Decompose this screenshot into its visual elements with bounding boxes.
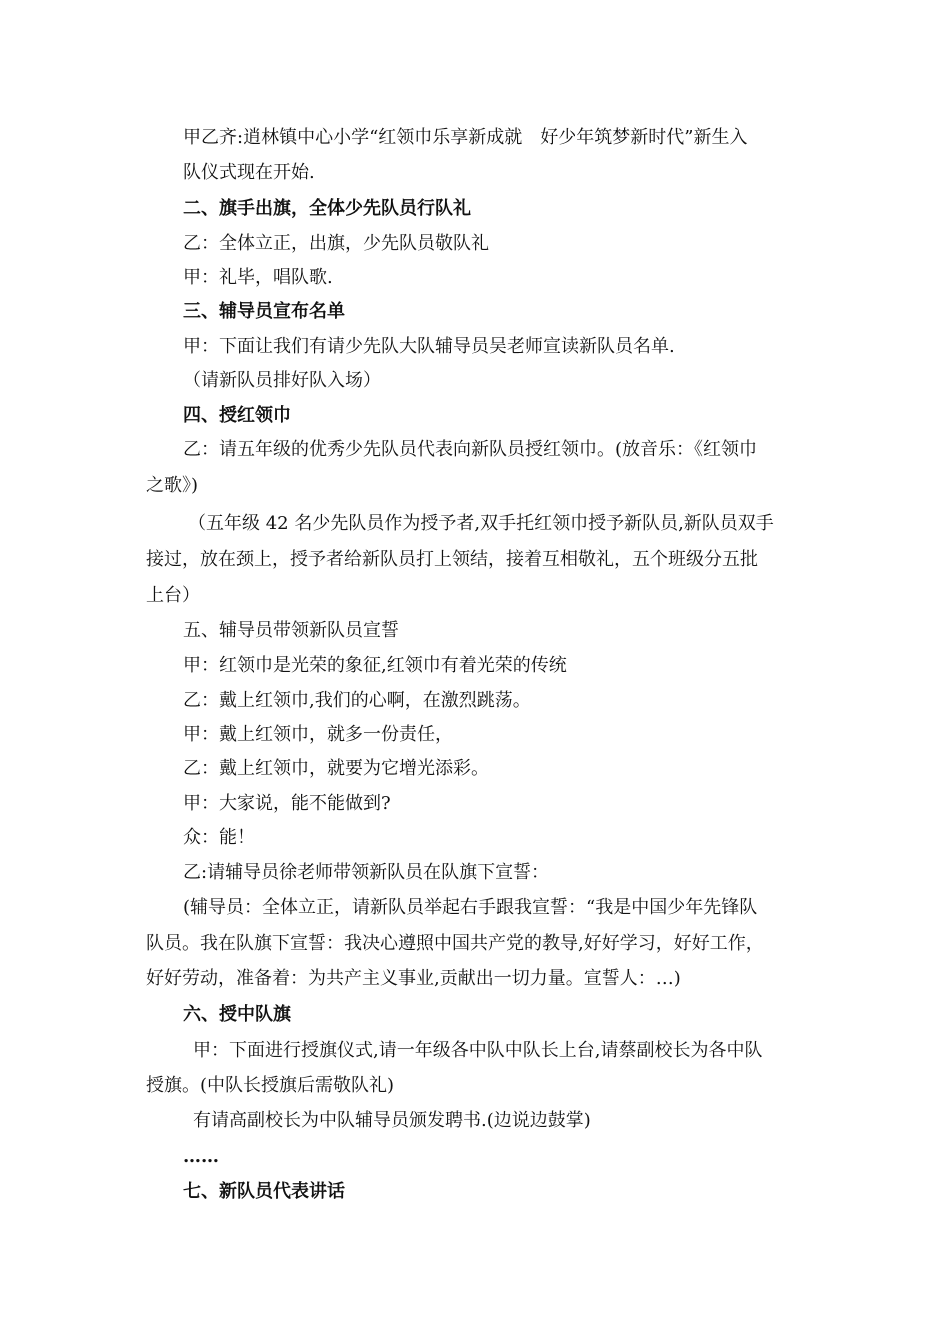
paragraph-line: 甲乙齐:逍林镇中心小学“红领巾乐享新成就 好少年筑梦新时代”新生入 [183, 127, 748, 148]
oath-text: 队员。我在队旗下宣誓：我决心遵照中国共产党的教导,好好学习，好好工作， [146, 933, 764, 954]
stage-direction: 接过，放在颈上，授予者给新队员打上领结，接着互相敬礼，五个班级分五批 [146, 549, 758, 570]
section-heading: 三、辅导员宣布名单 [183, 301, 345, 322]
stage-direction: （五年级 42 名少先队员作为授予者,双手托红领巾授予新队员,新队员双手 [188, 513, 774, 534]
section-heading: 六、授中队旗 [183, 1004, 291, 1025]
paragraph-line: 有请高副校长为中队辅导员颁发聘书.(边说边鼓掌) [193, 1110, 591, 1131]
dialogue-line: 乙:请辅导员徐老师带领新队员在队旗下宣誓： [183, 862, 550, 883]
dialogue-line: 乙：戴上红领巾,我们的心啊，在激烈跳荡。 [183, 690, 531, 711]
dialogue-line: 甲：红领巾是光荣的象征,红领巾有着光荣的传统 [183, 655, 567, 676]
section-heading: 二、旗手出旗，全体少先队员行队礼 [183, 198, 471, 219]
dialogue-line: 甲：下面进行授旗仪式,请一年级各中队中队长上台,请蔡副校长为各中队 [193, 1040, 763, 1061]
dialogue-line: 授旗。(中队长授旗后需敬队礼) [146, 1075, 395, 1096]
section-heading: 四、授红领巾 [183, 405, 291, 426]
dialogue-line: 甲：下面让我们有请少先队大队辅导员吴老师宣读新队员名单. [183, 336, 675, 357]
dialogue-line: 众：能！ [183, 827, 255, 848]
oath-text: 好好劳动，准备着：为共产主义事业,贡献出一切力量。宣誓人：…) [146, 968, 681, 989]
dialogue-line: 乙：请五年级的优秀少先队员代表向新队员授红领巾。(放音乐：《红领巾 [183, 439, 758, 460]
stage-direction: 上台） [146, 585, 200, 606]
stage-direction: （请新队员排好队入场） [183, 370, 381, 391]
dialogue-line: 甲：大家说，能不能做到? [183, 793, 391, 814]
dialogue-line: 之歌》) [146, 475, 199, 496]
dialogue-line: 甲：戴上红领巾，就多一份责任， [183, 724, 453, 745]
dialogue-line: 甲：礼毕，唱队歌. [183, 267, 333, 288]
dialogue-line: 乙：戴上红领巾，就要为它增光添彩。 [183, 758, 489, 779]
paragraph-line: 队仪式现在开始. [183, 162, 315, 183]
oath-text: (辅导员：全体立正，请新队员举起右手跟我宣誓：“我是中国少年先锋队 [183, 897, 758, 918]
section-heading: 七、新队员代表讲话 [183, 1181, 345, 1202]
dialogue-line: 乙：全体立正，出旗，少先队员敬队礼 [183, 233, 489, 254]
ellipsis-line: …… [183, 1146, 219, 1167]
section-heading: 五、辅导员带领新队员宣誓 [183, 620, 399, 641]
